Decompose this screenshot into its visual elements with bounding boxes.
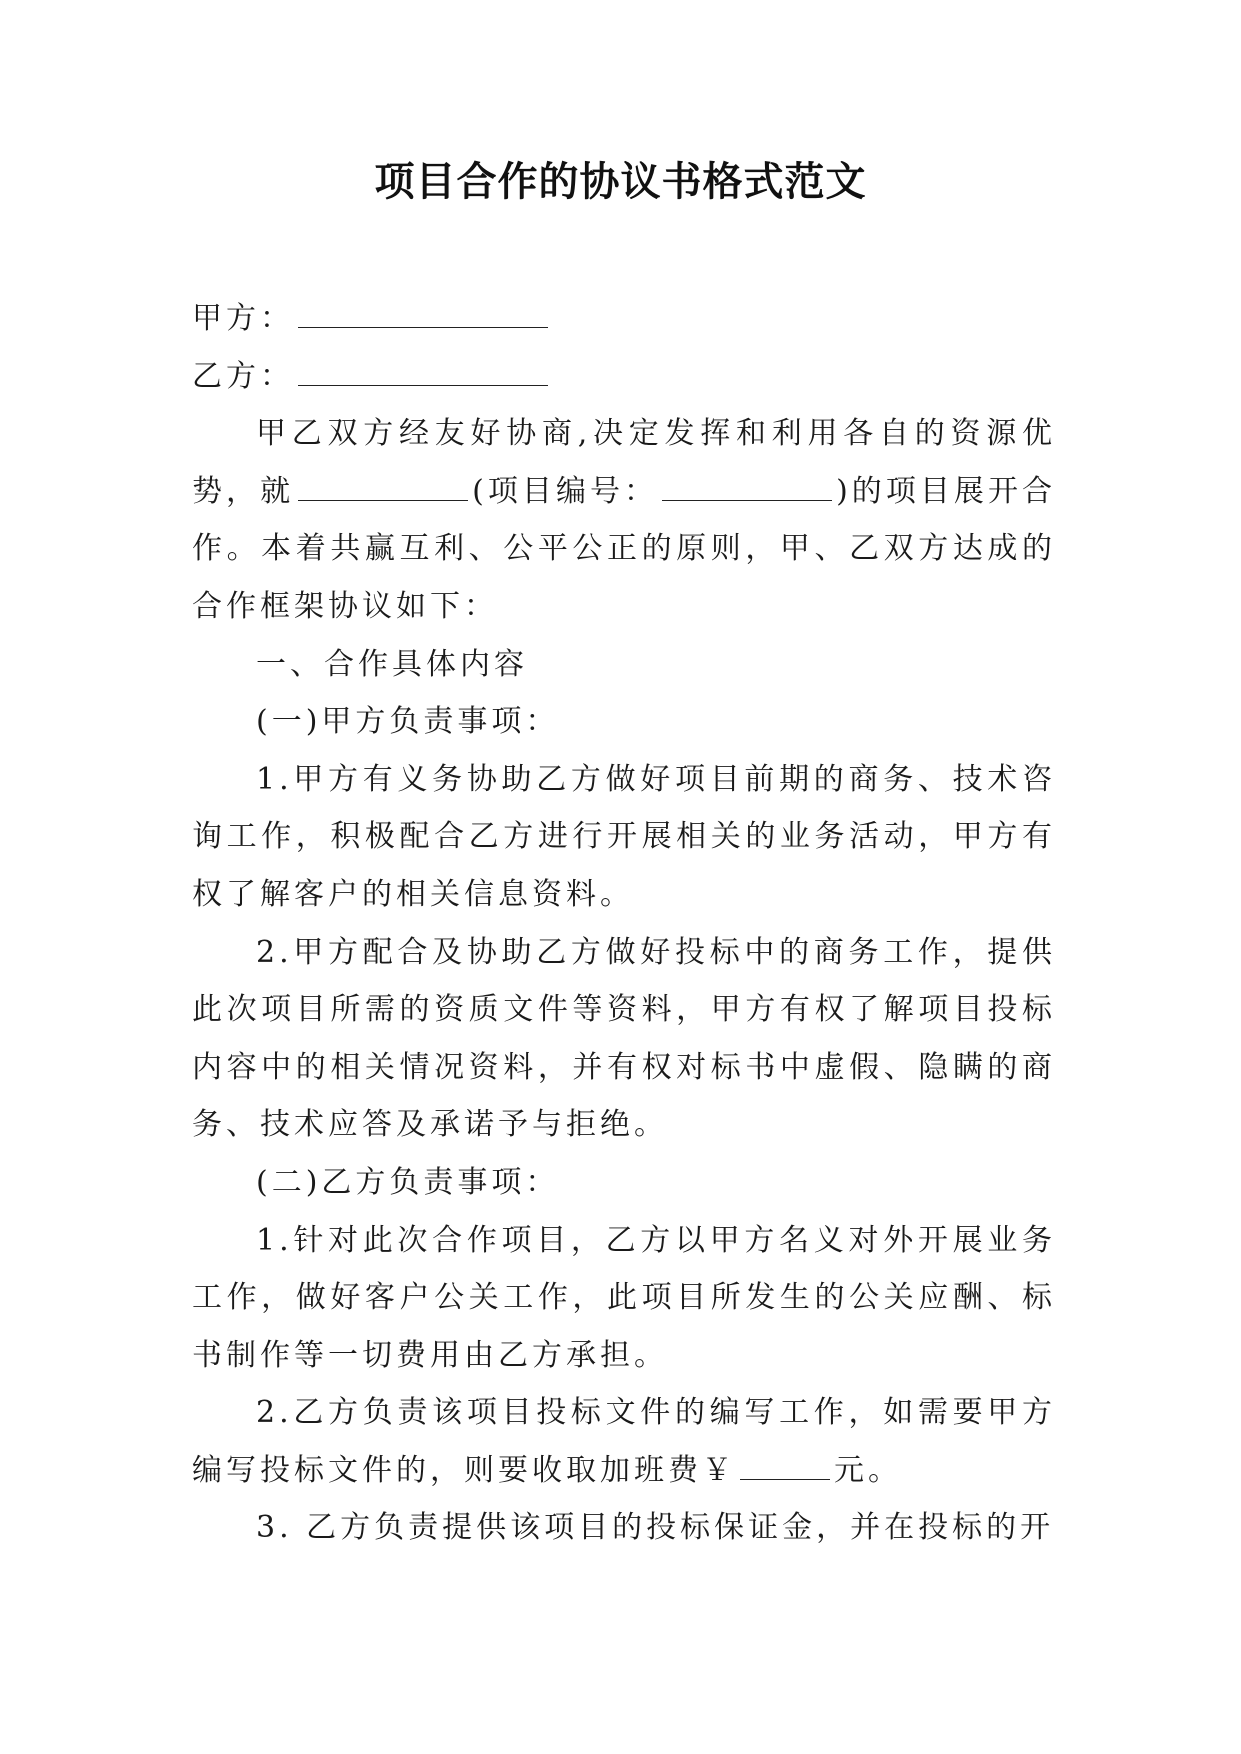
intro-paragraph bbox=[192, 405, 1056, 635]
subsection-b-heading: (二)乙方负责事项： bbox=[256, 1164, 560, 1200]
party-a-label: 甲方： bbox=[192, 301, 294, 336]
party-a-line bbox=[192, 290, 1056, 348]
section-1-heading: 一、合作具体内容 bbox=[256, 646, 528, 682]
intro-text-1: 甲乙双方经友好协商,决定发挥和利用各自的资源优势，就 bbox=[192, 416, 1056, 509]
project-number-blank bbox=[662, 472, 832, 501]
intro-text-3: )的项目展开合作。本着共赢互利、公平公正的原则，甲、乙双方达成的合作框架协议如下： bbox=[192, 473, 1056, 624]
project-name-blank bbox=[298, 472, 468, 501]
party-b-item-1: 1.针对此次合作项目，乙方以甲方名义对外开展业务工作，做好客户公关工作，此项目所发生的公关应酬、标书制作等一切费用由乙方承担。 bbox=[192, 1222, 1056, 1373]
overtime-fee-blank bbox=[740, 1451, 830, 1480]
party-b-item-2 bbox=[192, 1384, 1056, 1499]
document-title: 项目合作的协议书格式范文 bbox=[374, 159, 867, 205]
subsection-a-heading: (一)甲方负责事项： bbox=[256, 704, 560, 740]
party-a-blank bbox=[298, 299, 548, 328]
document-body bbox=[192, 290, 1056, 1557]
party-b-item-3: 3. 乙方负责提供该项目的投标保证金，并在投标的开 bbox=[256, 1510, 1055, 1546]
party-a-item-2: 2.甲方配合及协助乙方做好投标中的商务工作，提供此次项目所需的资质文件等资料，甲方有权了解项目投标内容中的相关情况资料，并有权对标书中虚假、隐瞒的商务、技术应答及承诺予与拒绝。 bbox=[192, 934, 1056, 1143]
party-b-item-2-text: 2.乙方负责该项目投标文件的编写工作，如需要甲方编写投标文件的，则要收取加班费￥ bbox=[192, 1395, 1056, 1488]
intro-text-2: (项目编号： bbox=[472, 473, 659, 509]
party-b-item-2-unit: 元。 bbox=[834, 1452, 902, 1488]
party-b-blank bbox=[298, 357, 548, 386]
party-a-item-1: 1.甲方有义务协助乙方做好项目前期的商务、技术咨询工作，积极配合乙方进行开展相关的业务活动，甲方有权了解客户的相关信息资料。 bbox=[192, 761, 1056, 912]
party-b-label: 乙方： bbox=[192, 358, 294, 394]
party-b-line bbox=[192, 348, 1056, 406]
